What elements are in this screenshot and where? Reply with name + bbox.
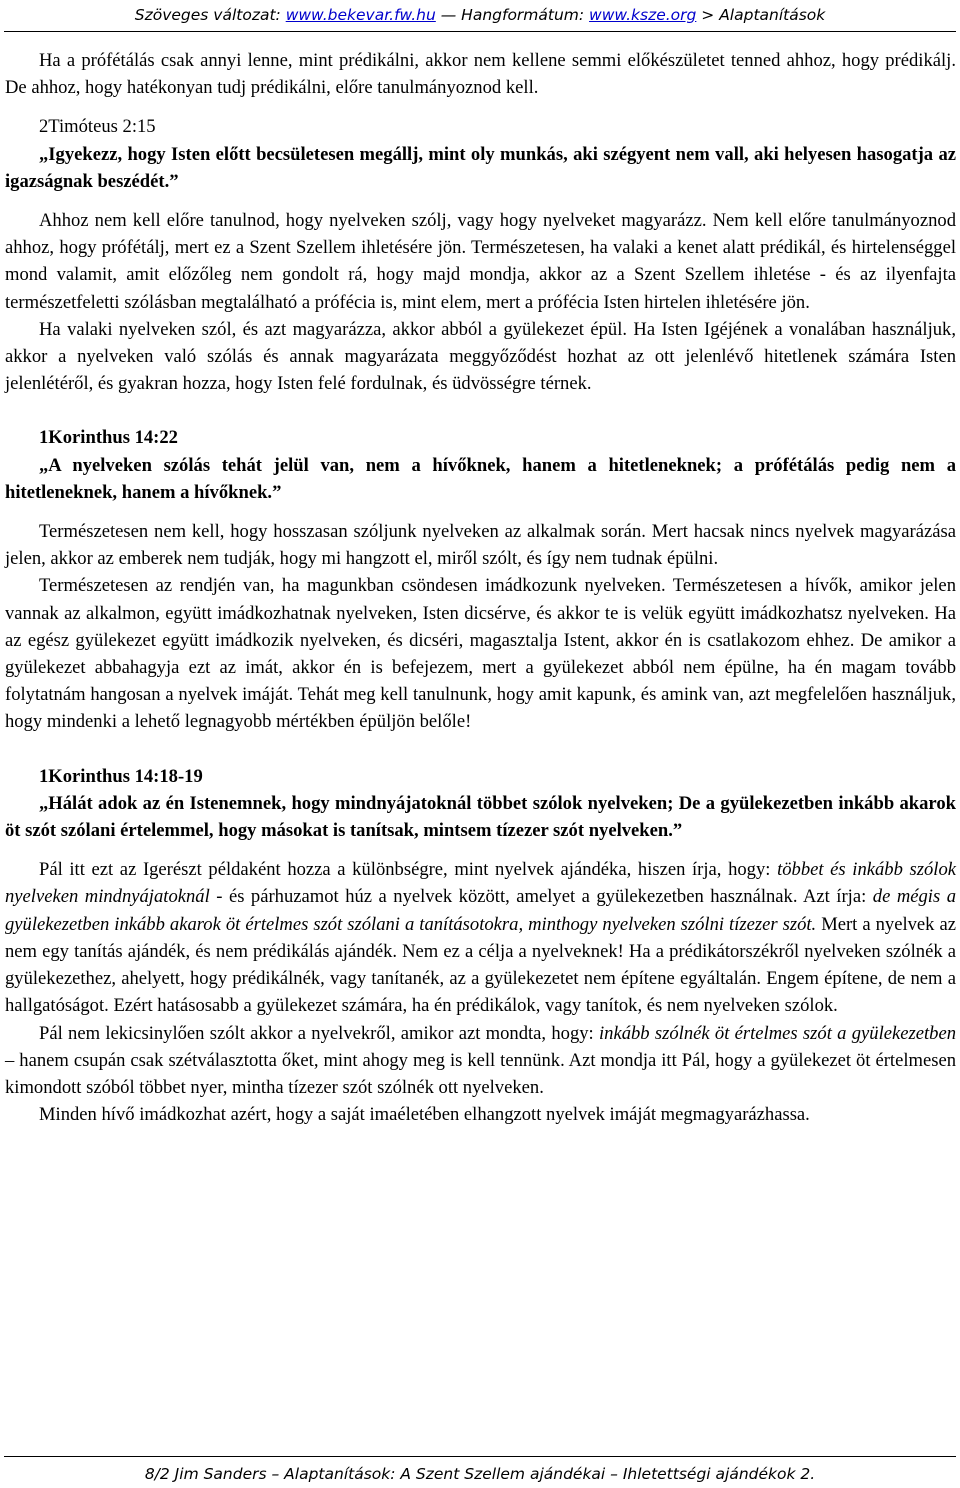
paragraph-7: Pál nem lekicsinylően szólt akkor a nyelvekről, amikor azt mondta, hogy: inkább szólnék öt értelmes szót a gyülekezetben – hanem csupán csak szétválasztotta őket, mint ahogy meg is kell tennünk. Azt mondja itt Pál, hogy a gyülekezet öt értelmesen kimondott szóból többet nyer, mintha tízezer szót szólnék ott nyelveken. xyxy=(5,1022,956,1098)
scripture-quote-korinthus-1418: „Hálát adok az én Istenemnek, hogy mindnyájatoknál többet szólok nyelveken; De a gyülekezetben inkább akarok öt szót szólani értelemmel, hogy másokat is tanítsak, mintsem tízezer szót nyelveken.” xyxy=(5,792,956,842)
italic-quote-1: többet és inkább szólok nyelveken mindnyájatoknál xyxy=(5,859,957,908)
paragraph-5: Természetesen az rendjén van, ha magunkban csöndesen imádkozunk nyelveken. Természetesen a hívők, amikor jelen vannak az alkalmon, együtt imádkozhatnak nyelveken, Isten dicsérve, és akkor te is velük együtt imádkozhatsz nyelveken. Ha az egész gyülekezet együtt imádkozik nyelveken, és dicséri, magasztalja Istent, akkor én is csatlakozom ehhez. De amikor a gyülekezet abbahagyja ezt az imát, akkor én is befejezem, mert a gyülekezet abból nem épülne, ha én magam tovább folytatnám hangosan a nyelvek imáját. Tehát meg kell tanulnunk, hogy amit kapunk, és amink van, azt megfelelően használjuk, hogy mindenki a lehető legnagyobb mértékben épüljön belőle! xyxy=(5,575,956,733)
italic-quote-3: inkább szólnék öt értelmes szót a gyülekezetben xyxy=(599,1022,956,1044)
header-rule xyxy=(4,31,956,32)
bekevar-link[interactable]: www.bekevar.fw.hu xyxy=(285,6,436,24)
page-header xyxy=(0,0,960,34)
header-prefix: Szöveges változat: xyxy=(134,6,286,24)
paragraph-1: Ha a prófétálás csak annyi lenne, mint prédikálni, akkor nem kellene semmi előkészületet tenned ahhoz, hogy prédikálj. De ahhoz, hogy hatékonyan tudj prédikálni, előre tanulmányoznod kell. xyxy=(5,50,956,99)
header-suffix: > Alaptanítások xyxy=(696,6,826,24)
italic-quote-2: de mégis a gyülekezetben inkább akarok öt értelmes szót szólani a tanításotokra, minthogy nyelveken szólni tízezer szót. xyxy=(5,886,956,935)
scripture-quote-korinthus-1422: „A nyelveken szólás tehát jelül van, nem a hívőknek, hanem a hitetleneknek; a prófétálás pedig nem a hitetleneknek, hanem a hívőknek.” xyxy=(5,454,956,503)
scripture-quote-timoteus: „Igyekezz, hogy Isten előtt becsületesen megállj, mint oly munkás, aki szégyent nem vall, aki helyesen hasogatja az igazságnak beszédét.” xyxy=(5,143,956,192)
footer-text: 8/2 Jim Sanders – Alaptanítások: A Szent Szellem ajándékai – Ihletettségi ajándékok 2. xyxy=(144,1465,816,1483)
paragraph-8: Minden hívő imádkozhat azért, hogy a saját imaéletében elhangzott nyelvek imáját megmagyarázhassa. xyxy=(39,1104,810,1126)
scripture-ref-timoteus: 2Timóteus 2:15 xyxy=(39,116,156,138)
paragraph-3: Ha valaki nyelveken szól, és azt magyarázza, akkor abból a gyülekezet épül. Ha Isten Igéjének a vonalában használjuk, akkor a nyelveken való szólás és annak magyarázata meggyőződést hozhat az ott jelenlévő hitetlenek számára Isten jelenlétéről, és gyakran hozza, hogy Isten felé fordulnak, és üdvösségre térnek. xyxy=(5,318,956,395)
header-middle: — Hangformátum: xyxy=(435,6,590,24)
scripture-ref-korinthus-1418: 1Korinthus 14:18-19 xyxy=(39,765,203,787)
page-footer xyxy=(0,1462,960,1486)
paragraph-6: Pál itt ezt az Igerészt példaként hozza a különbségre, mint nyelvek ajándéka, hiszen írja, hogy: többet és inkább szólok nyelveken mindnyájatoknál - és párhuzamot húz a nyelvek között, amelyet a gyülekezetben használnak. Azt írja: de mégis a gyülekezetben inkább akarok öt értelmes szót szólani a tanításotokra, minthogy nyelveken szólni tízezer szót. Mert a nyelvek az nem egy tanítás ajándék, és nem prédikálás ajándék. Nem ez a célja a nyelveknek! Ha a prédikátorszékről nyelveken szólnék a gyülekezethez, ahelyett, hogy prédikálnék, vagy tanítanék, az a gyülekezetet nem építene egyáltalán. Engem építene, de nem a hallgatóságot. Ezért hatásosabb a gyülekezet számára, ha én prédikálok, vagy tanítok, és nem nyelveken szólok. xyxy=(5,859,957,1017)
page-body xyxy=(5,47,956,1128)
paragraph-2: Ahhoz nem kell előre tanulnod, hogy nyelveken szólj, vagy hogy nyelveket magyarázz. Nem kell előre tanulmányoznod ahhoz, hogy prófétálj, mert ez a Szent Szellem ihletésére jön. Természetesen, ha valaki a kenet alatt prédikál, és hirtelenséggel mond valamit, amit előzőleg nem gondolt rá, hogy majd mondja, akkor az a Szent Szellem ihletése - és az ilyenfajta természetfeletti szólásban megtalálható a prófécia is, mint elem, mert a prófécia Isten hirtelen ihletésére jön. xyxy=(5,210,956,313)
footer-rule xyxy=(4,1456,956,1457)
ksze-link[interactable]: www.ksze.org xyxy=(589,6,697,24)
scripture-ref-korinthus-1422: 1Korinthus 14:22 xyxy=(39,427,178,449)
paragraph-4: Természetesen nem kell, hogy hosszasan szóljunk nyelveken az alkalmak során. Mert hacsak nincs nyelvek magyarázása jelen, akkor az emberek nem tudják, hogy mi hangzott el, miről szólt, és így nem tudnak épülni. xyxy=(5,521,956,570)
